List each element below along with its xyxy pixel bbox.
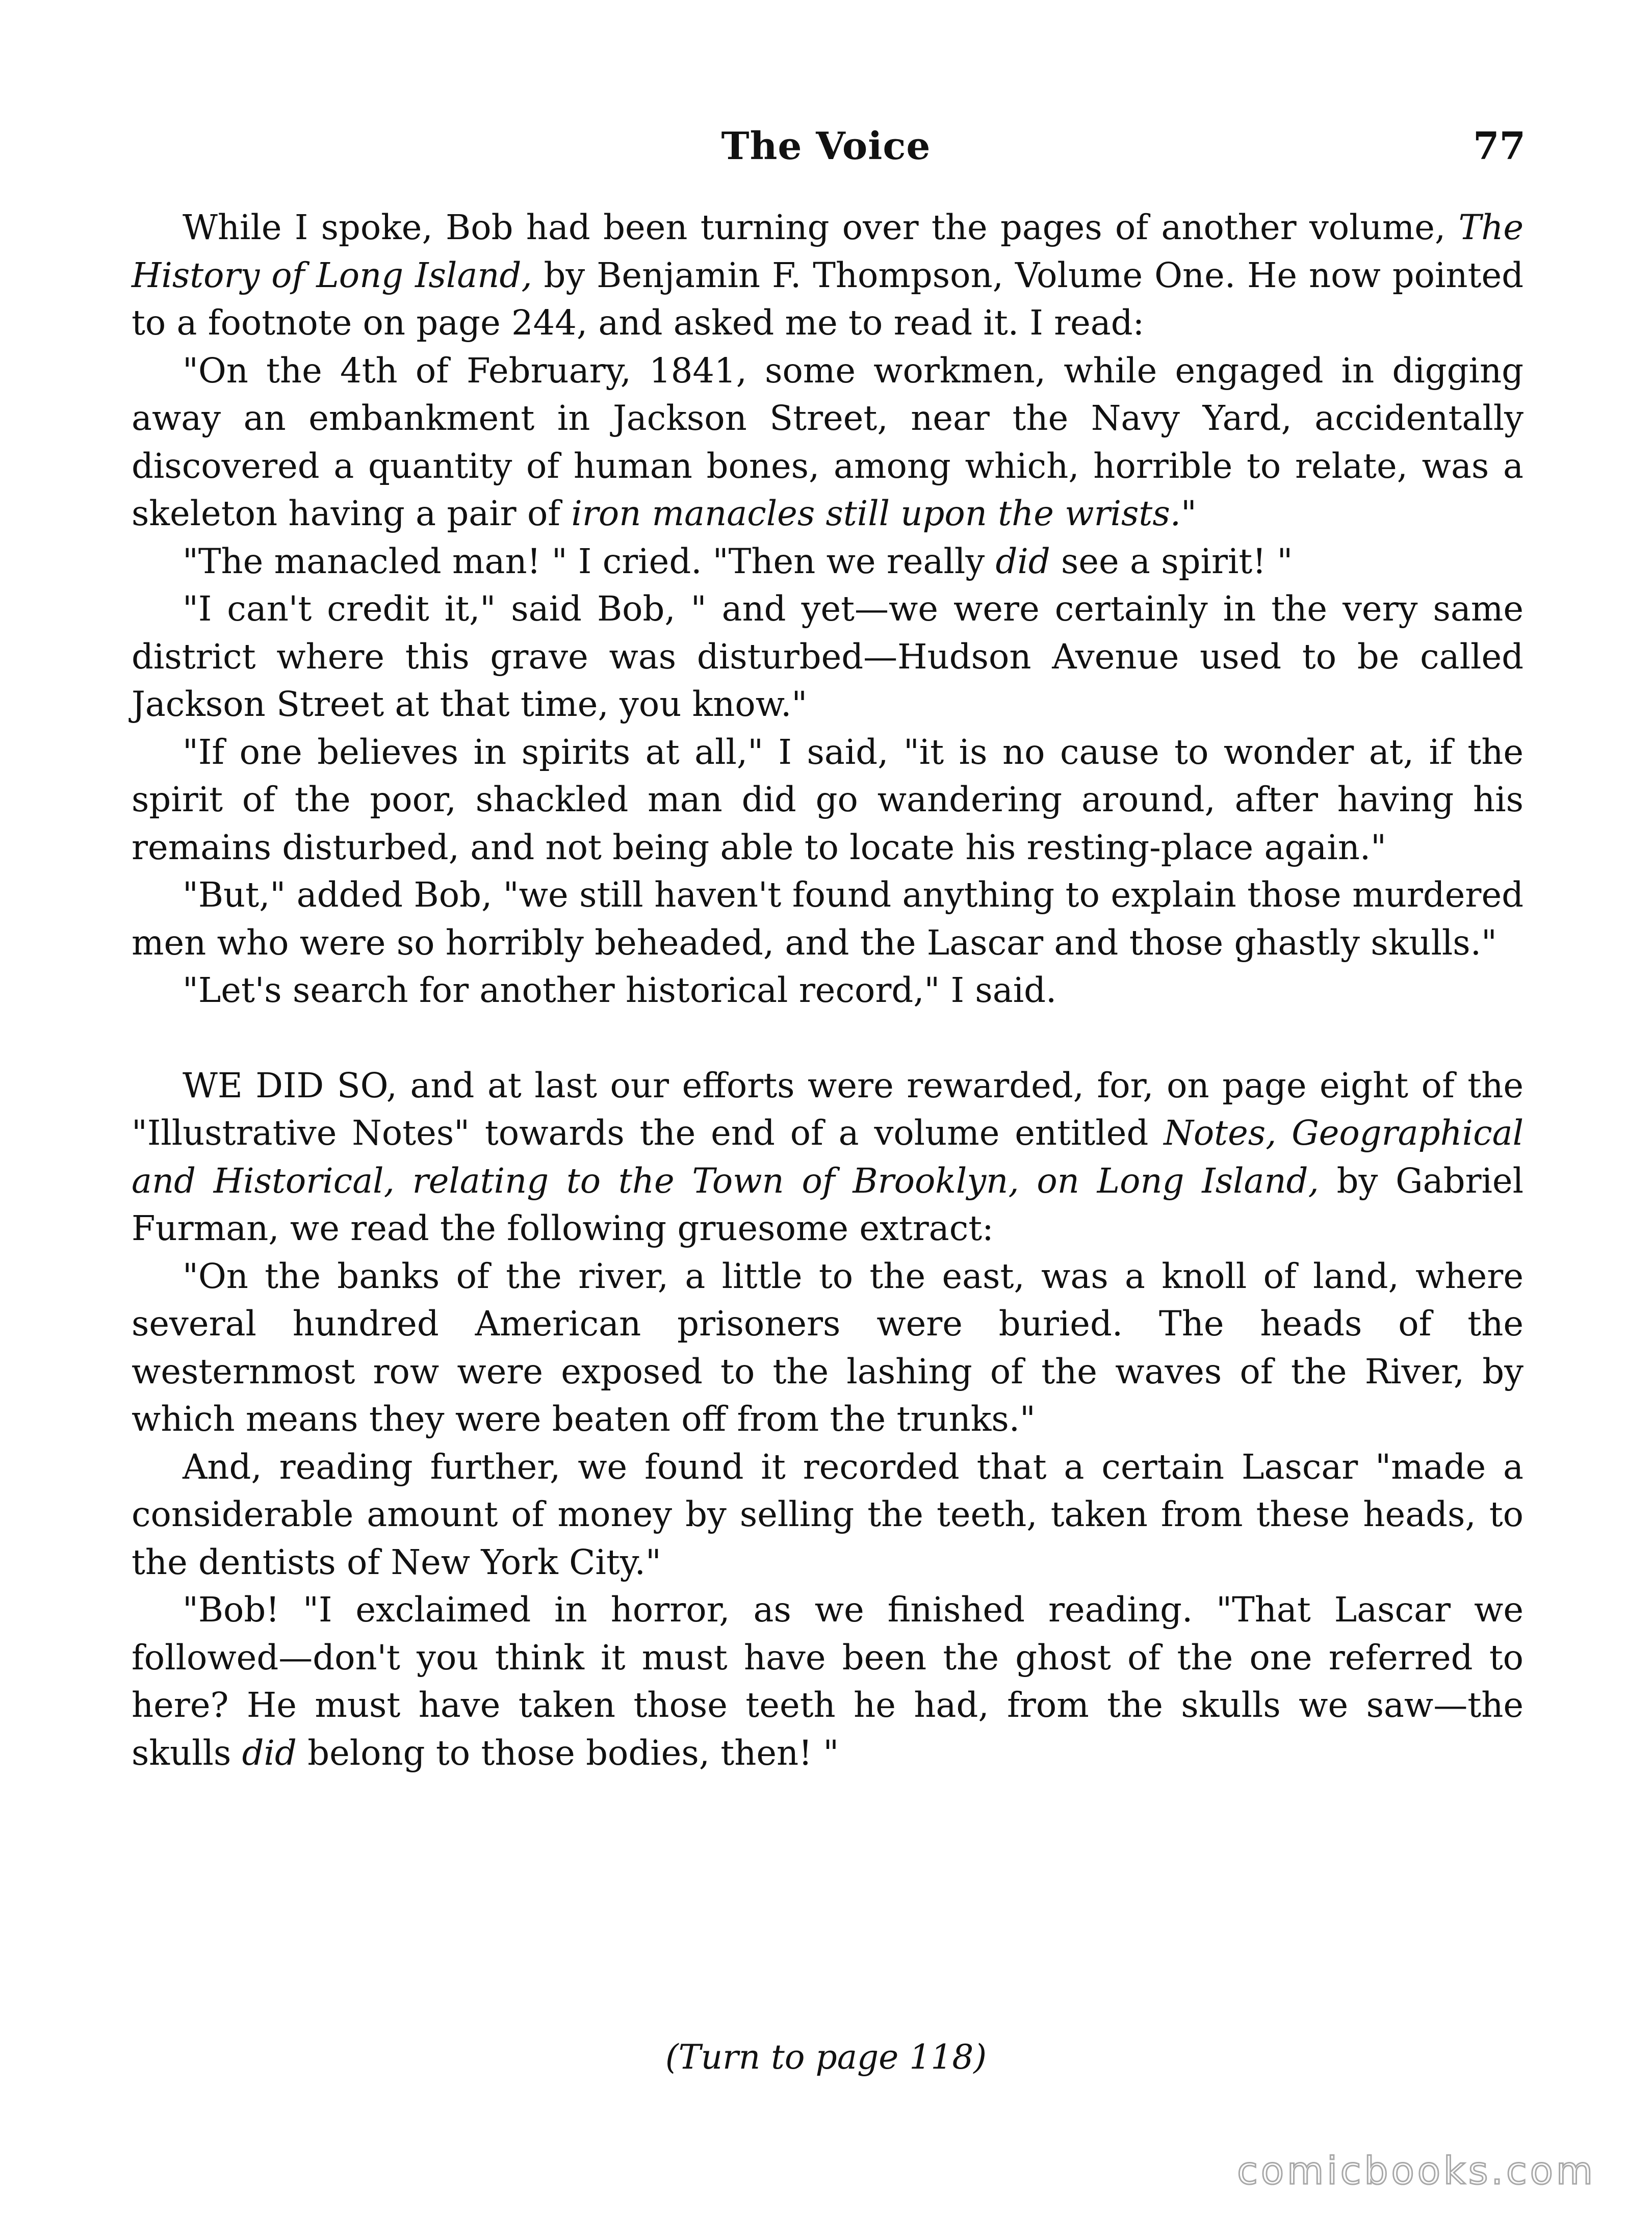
continuation-note: (Turn to page 118) (665, 2038, 987, 2077)
paragraph (132, 1062, 1535, 1253)
text-run: see a spirit! " (1050, 541, 1293, 581)
text-run: "I can't credit it," said Bob, " and yet—we were certainly in the very same district where this grave was disturbed—Hudson Avenue used to be called Jackson Street at that time, you know." (132, 589, 1535, 724)
text-run: While I spoke, Bob had been turning over the pages of another volume, (183, 208, 1459, 247)
italic-text: did (995, 541, 1050, 581)
text-run: "On the 4th of February, 1841, some workmen, while engaged in digging away an embankment in Jackson Street, near the Navy Yard, accidentally discovered a quantity of human bones, among which, horrible to relate, was a skeleton having a pair of (132, 350, 1535, 533)
page-number: 77 (1473, 124, 1526, 168)
text-run: And, reading further, we found it recorded that a certain Lascar "made a considerable amount of money by selling the teeth, taken from these heads, to the dentists of New York City." (132, 1447, 1535, 1582)
italic-text: did (242, 1733, 297, 1773)
paragraph (132, 347, 1535, 538)
text-run: belong to those bodies, then! " (296, 1733, 839, 1773)
text-run: WE DID SO, and at last our efforts were rewarded, for, on page eight of the "Illustrative Notes" towards the end of a volume entitled (132, 1065, 1535, 1153)
text-run: by Benjamin F. Thompson, Volume One. He now pointed to a footnote on page 244, and asked me to read it. I read: (132, 255, 1535, 343)
italic-text: Notes, Geographical and Historical, relating to the Town of Brooklyn, on Long Island, (132, 1113, 1535, 1201)
italic-text: iron manacles still upon the wrists." (571, 494, 1197, 533)
paragraph (132, 585, 1535, 729)
text-run: "But," added Bob, "we still haven't found anything to explain those murdered men who were so horribly beheaded, and the Lascar and those ghastly skulls." (132, 875, 1535, 963)
body-text (132, 204, 1535, 1777)
text-run: "On the banks of the river, a little to the east, was a knoll of land, where several hundred American prisoners were buried. The heads of the westernmost row were exposed to the lashing of the waves of the River, by which means they were beaten off from the trunks." (132, 1256, 1535, 1439)
text-run: "The manacled man! " I cried. "Then we really (183, 541, 996, 581)
paragraph (132, 1253, 1535, 1443)
text-run: "If one believes in spirits at all," I said, "it is no cause to wonder at, if the spirit of the poor, shackled man did go wandering around, after having his remains disturbed, and not being able to locate his resting-place again." (132, 732, 1535, 867)
italic-text: The History of Long Island, (132, 208, 1535, 295)
chapter-title: The Voice (721, 124, 931, 168)
paragraph (132, 538, 1524, 586)
paragraph (132, 1443, 1535, 1587)
page-header (0, 118, 1652, 174)
text-run: "Bob! "I exclaimed in horror, as we finished reading. "That Lascar we followed—don't you think it must have been the ghost of the one referred to here? He must have taken those teeth he had, from the skulls we saw—the skulls (132, 1590, 1535, 1773)
text-run: "Let's search for another historical record," I said. (183, 970, 1057, 1010)
watermark-logo: comicbooks.com (1237, 2149, 1596, 2193)
paragraph (132, 871, 1535, 967)
paragraph (132, 729, 1535, 872)
text-run: by Gabriel Furman, we read the following gruesome extract: (132, 1160, 1535, 1248)
section-break (132, 1015, 1524, 1062)
paragraph (132, 967, 1524, 1015)
paragraph (132, 204, 1535, 347)
paragraph (132, 1586, 1535, 1777)
